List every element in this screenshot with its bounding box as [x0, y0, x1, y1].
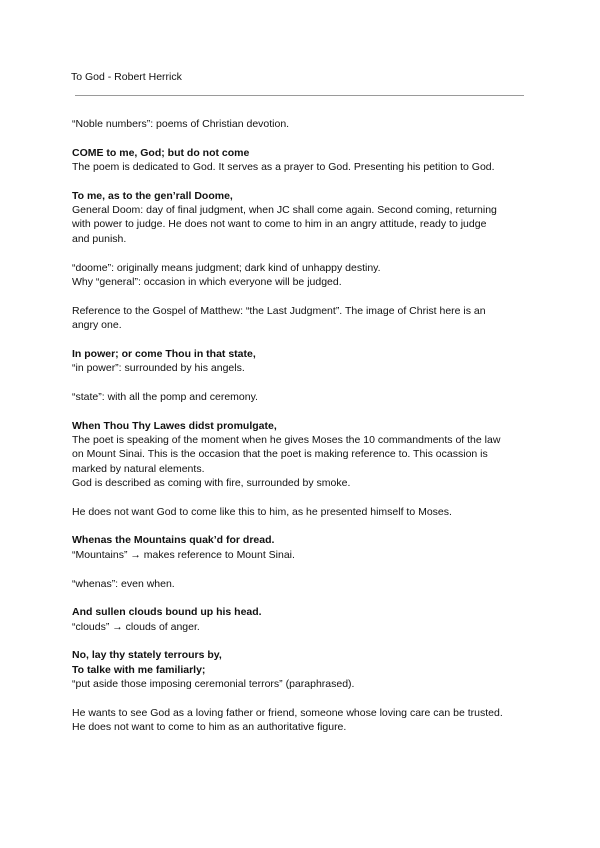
poem-line-heading: To me, as to the gen’rall Doome, — [72, 189, 233, 202]
note-text-line: The poem is dedicated to God. It serves as a prayer to God. Presenting his petition to God. — [72, 161, 495, 174]
header-divider — [75, 95, 524, 96]
note-text-line: “whenas”: even when. — [72, 577, 175, 590]
poem-line-heading: In power; or come Thou in that state, — [72, 347, 256, 360]
paragraph-gap — [72, 375, 528, 390]
note-text-line: He wants to see God as a loving father or friend, someone whose loving care can be trusted. — [72, 706, 503, 719]
note-text-line: “in power”: surrounded by his angels. — [72, 362, 245, 375]
note-text-line: marked by natural elements. — [72, 462, 205, 475]
note-text-line: and punish. — [72, 232, 127, 245]
poem-line-heading: And sullen clouds bound up his head. — [72, 606, 262, 619]
paragraph-gap — [72, 519, 528, 534]
note-text-line: angry one. — [72, 318, 122, 331]
poem-line-heading: No, lay thy stately terrours by, — [72, 649, 222, 662]
paragraph-gap — [72, 289, 528, 304]
note-text-line: Reference to the Gospel of Matthew: “the Last Judgment”. The image of Christ here is an — [72, 304, 486, 317]
poem-line-heading: Whenas the Mountains quak’d for dread. — [72, 534, 275, 547]
note-text-line: Why “general”: occasion in which everyone will be judged. — [72, 275, 342, 288]
paragraph-gap — [72, 562, 528, 577]
note-text-line: General Doom: day of final judgment, when JC shall come again. Second coming, returning — [72, 204, 497, 217]
paragraph-gap — [72, 691, 528, 706]
paragraph-gap — [72, 246, 528, 261]
paragraph-gap — [72, 490, 528, 505]
note-text-line: “clouds” → clouds of anger. — [72, 620, 200, 633]
note-text-line: He does not want to come to him as an authoritative figure. — [72, 721, 347, 734]
paragraph-gap — [72, 131, 528, 146]
note-text-line: “put aside those imposing ceremonial terrors” (paraphrased). — [72, 678, 355, 691]
poem-line-heading: When Thou Thy Lawes didst promulgate, — [72, 419, 277, 432]
note-text-line: “state”: with all the pomp and ceremony. — [72, 390, 258, 403]
paragraph-gap — [72, 591, 528, 606]
note-text-line: “Noble numbers”: poems of Christian devotion. — [72, 118, 290, 130]
document-body — [72, 117, 528, 734]
poem-line-heading: COME to me, God; but do not come — [72, 146, 250, 159]
paragraph-gap — [72, 332, 528, 347]
note-text-line: He does not want God to come like this to him, as he presented himself to Moses. — [72, 505, 452, 518]
note-text-line: with power to judge. He does not want to come to him in an angry attitude, ready to judge — [72, 218, 487, 231]
note-text-line: “Mountains” → makes reference to Mount Sinai. — [72, 548, 295, 561]
note-text-line: God is described as coming with fire, surrounded by smoke. — [72, 476, 351, 489]
poem-line-heading: To talke with me familiarly; — [72, 663, 206, 676]
note-text-line: “doome”: originally means judgment; dark kind of unhappy destiny. — [72, 261, 381, 274]
paragraph-gap — [72, 174, 528, 189]
note-text-line: The poet is speaking of the moment when he gives Moses the 10 commandments of the law — [72, 433, 501, 446]
document-header: To God - Robert Herrick — [71, 71, 182, 83]
paragraph-gap — [72, 634, 528, 649]
note-text-line: on Mount Sinai. This is the occasion that the poet is making reference to. This ocassion is — [72, 448, 488, 461]
paragraph-gap — [72, 404, 528, 419]
